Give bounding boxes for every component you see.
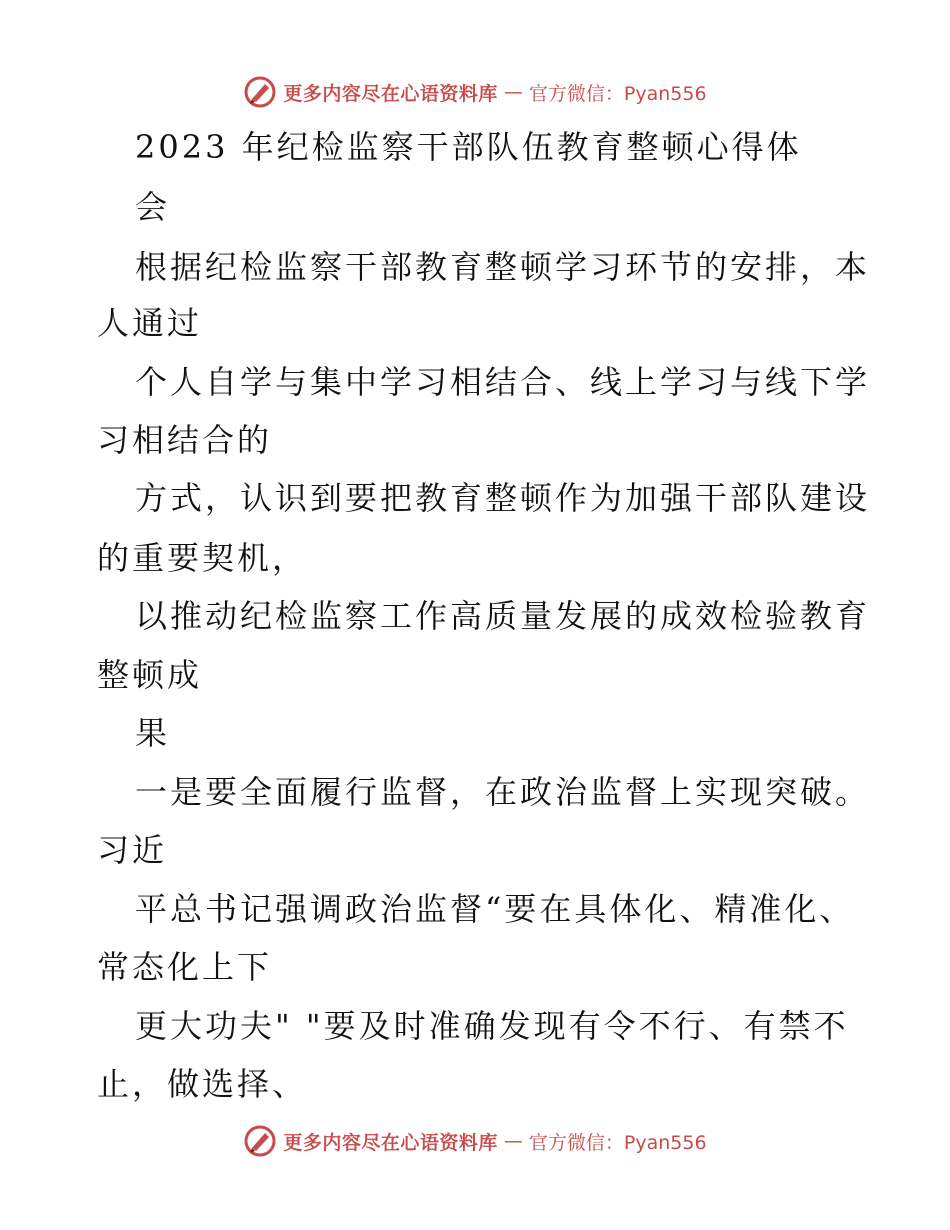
text-line: 止，做选择、 — [97, 1065, 308, 1103]
text-line: 习相结合的 — [97, 421, 273, 459]
watermark-separator: — — [503, 1130, 523, 1152]
text-line: 更大功夫" "要及时准确发现有令不行、有禁不 — [135, 1007, 849, 1045]
text-line: 的重要契机， — [97, 539, 308, 577]
text-line: 平总书记强调政治监督“要在具体化、精准化、 — [135, 890, 855, 928]
watermark-separator: — — [503, 81, 523, 103]
text-line: 果 — [135, 714, 171, 752]
watermark-contact: 官方微信：Pyan556 — [528, 82, 707, 105]
footer-watermark — [0, 1121, 950, 1161]
title-line-2: 会 — [135, 188, 171, 226]
watermark-main-text: 更多内容尽在心语资料库 — [283, 1131, 498, 1154]
watermark-contact: 官方微信：Pyan556 — [528, 1131, 707, 1154]
pen-logo-icon — [243, 75, 277, 109]
text-line: 一是要全面履行监督，在政治监督上实现突破。 — [135, 773, 871, 811]
title-line-1: 2023 年纪检监察干部队伍教育整顿心得体 — [135, 128, 802, 166]
header-watermark — [0, 72, 950, 112]
text-line: 方式，认识到要把教育整顿作为加强干部队建设 — [135, 479, 871, 517]
text-line: 个人自学与集中学习相结合、线上学习与线下学 — [135, 363, 871, 401]
text-line: 习近 — [97, 831, 168, 869]
text-line: 常态化上下 — [97, 948, 273, 986]
pen-logo-icon — [243, 1124, 277, 1158]
text-line: 根据纪检监察干部教育整顿学习环节的安排，本 — [135, 248, 871, 286]
text-line: 以推动纪检监察工作高质量发展的成效检验教育 — [135, 597, 871, 635]
text-line: 整顿成 — [97, 656, 203, 694]
text-line: 人通过 — [97, 304, 203, 342]
watermark-main-text: 更多内容尽在心语资料库 — [283, 82, 498, 105]
